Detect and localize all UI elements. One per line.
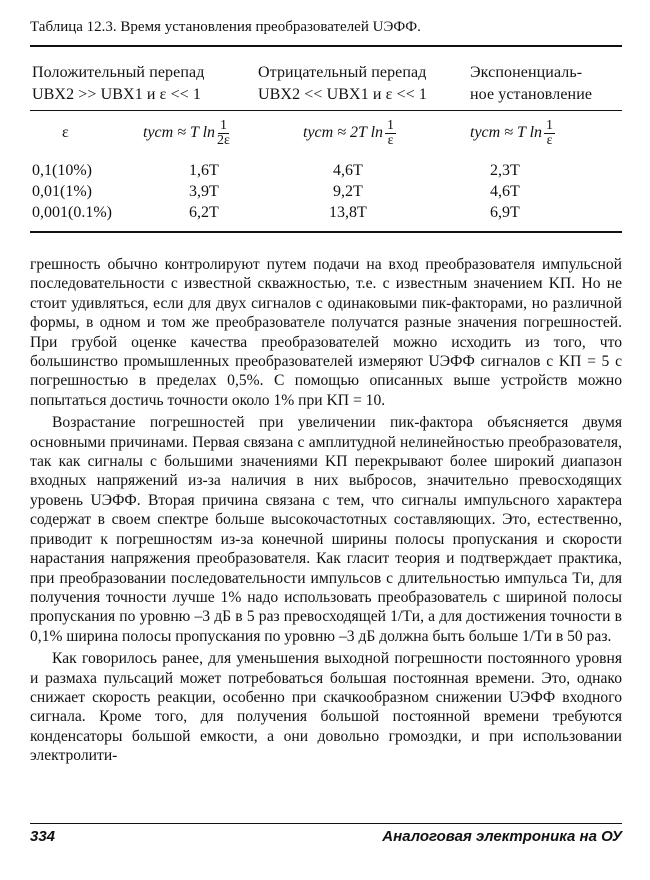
formula-exponential-den: ε bbox=[546, 132, 553, 148]
paragraph-1: грешность обычно контролируют путем подачи на вход преобразователя импульсной последовательности с известной скважностью, т.е. с известным значением KП. Но не стоит удивляться, если для двух сигналов с одинаковыми пик-факторами, но различной формы, в одном и том же преобразователе получатся разные значения погрешностей. При грубой оценке качества преобразователей можно исходить из того, что большинство промышленных преобразователей измеряют UЭФФ сигналов с KП = 5 с погрешностью в пределах 0,5%. С помощью описанных выше устройств можно попытаться достичь точности около 1% при KП = 10. bbox=[30, 256, 622, 409]
footer-rule bbox=[30, 823, 622, 824]
row-2-pos: 3,9T bbox=[189, 183, 219, 200]
formula-positive-num: 1 bbox=[219, 117, 227, 133]
formula-exponential-fraction bbox=[544, 119, 555, 148]
table-top-rule bbox=[30, 45, 622, 47]
header-positive-line2: UBX2 >> UBX1 и ε << 1 bbox=[32, 86, 202, 103]
row-1-eps: 0,1(10%) bbox=[32, 162, 92, 179]
formula-positive-left: tуст ≈ T ln bbox=[143, 124, 216, 141]
row-2-eps: 0,01(1%) bbox=[32, 183, 92, 200]
body-text bbox=[30, 255, 622, 766]
formula-exponential-num: 1 bbox=[546, 117, 554, 133]
header-exponential-line1: Экспоненциаль- bbox=[470, 64, 583, 81]
running-title: Аналоговая электроника на ОУ bbox=[382, 828, 622, 845]
row-2-neg: 9,2T bbox=[333, 183, 363, 200]
header-exponential-line2: ное установление bbox=[470, 86, 593, 103]
header-positive-line1: Положительный перепад bbox=[32, 64, 205, 81]
row-3-pos: 6,2T bbox=[189, 204, 219, 221]
epsilon-symbol: ε bbox=[62, 124, 69, 141]
row-1-neg: 4,6T bbox=[333, 162, 363, 179]
formula-negative-num: 1 bbox=[387, 117, 395, 133]
row-2-exp: 4,6T bbox=[490, 183, 520, 200]
formula-exponential-left: tуст ≈ T ln bbox=[470, 124, 543, 141]
page-number: 334 bbox=[30, 828, 56, 845]
formula-negative-fraction bbox=[385, 119, 396, 148]
row-1-pos: 1,6T bbox=[189, 162, 219, 179]
row-1-exp: 2,3T bbox=[490, 162, 520, 179]
header-negative-step bbox=[258, 62, 458, 106]
paragraph-2: Возрастание погрешностей при увеличении пик-фактора объясняется двумя основными причинами. Первая связана с амплитудной нелинейностью преобразователя, так как сигналы с большими значениями KП перекрывают более широкий диапазон входных напряжений из-за наличия в них выбросов, значительно превосходящих уровень UЭФФ. Вторая причина связана с тем, что сигналы импульсного характера содержат в своем спектре больше высокочастотных составляющих. Это, естественно, приводит к погрешностям из-за конечной ширины полосы пропускания и скорости нарастания напряжения преобразователя. Как гласит теория и подтверждает практика, при преобразовании последовательности импульсов с длительностью импульса Tи, для получения точности лучше 1% надо использовать преобразователь с шириной полосы пропускания по уровню –3 дБ в 5 раз превосходящей 1/Tи, а для достижения точности в 0,1% ширина полосы пропускания по уровню –3 дБ должна быть больше 1/Tи в 50 раз. bbox=[30, 414, 622, 645]
formula-negative-left: tуст ≈ 2T ln bbox=[303, 124, 384, 141]
formula-positive-den: 2ε bbox=[217, 132, 230, 148]
formula-positive-fraction bbox=[217, 119, 230, 148]
formula-exponential bbox=[470, 118, 555, 148]
header-positive-step bbox=[32, 62, 252, 106]
formula-positive bbox=[143, 118, 230, 148]
header-exponential bbox=[470, 62, 620, 106]
row-3-exp: 6,9T bbox=[490, 204, 520, 221]
header-negative-line1: Отрицательный перепад bbox=[258, 64, 427, 81]
table-bottom-rule bbox=[30, 231, 622, 233]
formula-negative-den: ε bbox=[387, 132, 394, 148]
table-caption: Таблица 12.3. Время установления преобразователей UЭФФ. bbox=[30, 19, 421, 35]
header-negative-line2: UBX2 << UBX1 и ε << 1 bbox=[258, 86, 428, 103]
header-rule bbox=[30, 110, 622, 111]
row-3-eps: 0,001(0.1%) bbox=[32, 204, 112, 221]
epsilon-label bbox=[62, 118, 69, 148]
formula-negative bbox=[303, 118, 396, 148]
row-3-neg: 13,8T bbox=[329, 204, 367, 221]
paragraph-3: Как говорилось ранее, для уменьшения выходной погрешности постоянного уровня и размаха пульсаций может потребоваться большая постоянная времени. Это, однако снижает скорость реакции, особенно при скачкообразном снижении UЭФФ входного сигнала. Кроме того, для получения большой постоянной времени требуются конденсаторы большой емкости, а они довольно громоздки, и при использовании электролити- bbox=[30, 650, 622, 765]
